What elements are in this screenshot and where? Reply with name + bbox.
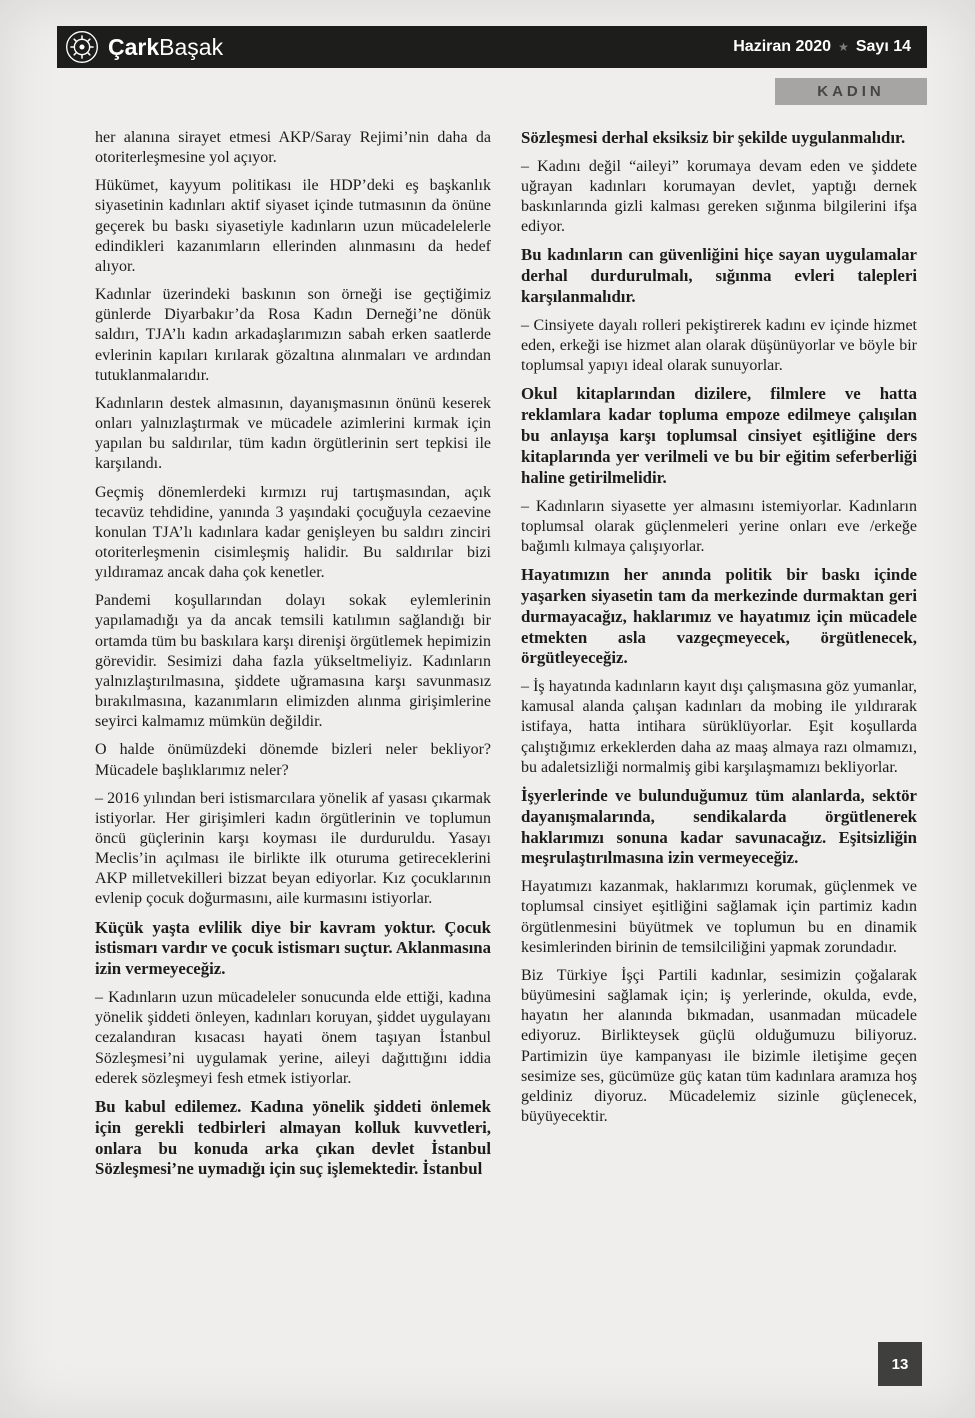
paragraph-emphasis: Okul kitaplarından dizilere, filmlere ve hatta reklamlara kadar topluma empoze edilmeye çalışılan bu anlayışa karşı toplumsal cinsiyet eşitliğine ders kitaplarında yer verilmeli ve bu bir eğitim seferberliği haline getirilmelidir. <box>521 384 917 487</box>
paragraph-emphasis: Küçük yaşta evlilik diye bir kavram yoktur. Çocuk istismarı vardır ve çocuk istismarı suçtur. Aklanmasına izin vermeyeceğiz. <box>95 917 491 979</box>
tip-party-emblem-icon <box>65 30 99 64</box>
brand <box>65 30 223 64</box>
issue-info <box>733 38 911 56</box>
brand-title-bold: Çark <box>108 33 160 60</box>
paragraph-emphasis: Hayatımızın her anında politik bir baskı içinde yaşarken siyasetin tam da merkezinde durmaktan geri durmayacağız, haklarımız ve hayatımız için mücadele etmekten asla vazgeçmeyecek, örgütlenecek, örgütleyeceğiz. <box>521 565 917 668</box>
paragraph: her alanına sirayet etmesi AKP/Saray Rejimi’nin daha da otoriterleşmesine yol açıyor. <box>95 129 491 167</box>
right-column <box>521 128 917 1188</box>
paragraph-emphasis: Sözleşmesi derhal eksiksiz bir şekilde uygulanmalıdır. <box>521 128 906 147</box>
page-number: 13 <box>878 1342 922 1386</box>
page-header <box>57 26 927 68</box>
paragraph: – Kadınların siyasette yer almasını istemiyorlar. Kadınların toplumsal olarak güçlenmeleri yerine onları eve /erkeğe bağımlı kılmaya çalışıyorlar. <box>521 497 917 555</box>
paragraph: – Kadını değil “aileyi” korumaya devam eden ve şiddete uğrayan kadınları korumayan devlet, yaptığı dernek baskınlarında gizli kalması gereken sığınma bilgilerini ifşa ediyor. <box>521 157 917 236</box>
paragraph: – 2016 yılından beri istismarcılara yönelik af yasası çıkarmak istiyorlar. Her girişimleri kadın örgütlerinin ve toplumun öncü güçlerinin karşı koyması ile durduruldu. Yasayı Meclis’in açılması ile birlikte ilk oturuma getireceklerini AKP milletvekilleri bizzat beyan ediyorlar. Kız çocuklarının evlenip çocuk doğurmasını, aile kurmasını istiyorlar. <box>95 789 491 908</box>
paragraph: Hayatımızı kazanmak, haklarımızı korumak, güçlenmek ve toplumsal cinsiyet eşitliğini sağlamak için partimiz kadın örgütlenmesini büyütmek ve toplumun bu en dinamik kesimlerinden birinin de temsilciliğini yapmak zorundadır. <box>521 878 917 956</box>
left-column <box>95 128 491 1188</box>
paragraph: – Kadınların uzun mücadeleler sonucunda elde ettiği, kadına yönelik şiddeti önleyen, kadınları koruyan, şiddet uygulayanı cezalandıran kısacası hayati önem taşıyan İstanbul Sözleşmesi’ni uygulamak yerine, aileyi dağıttığını iddia ederek sözleşmeyi fesh etmek istiyorlar. <box>95 989 491 1087</box>
paragraph-emphasis: İşyerlerinde ve bulunduğumuz tüm alanlarda, sektör dayanışmalarında, sendikalarda örgütlenerek haklarımızı sonuna kadar savunacağız. Eşitsizliğin meşrulaştırılmasına izin vermeyeceğiz. <box>521 785 917 868</box>
paragraph: Pandemi koşullarından dolayı sokak eylemlerinin yapılamadığı ya da ancak temsili katılımın sağlandığı bir ortamda tüm bu baskılara karşı direnişi örgütlemek hepimizin görevidir. Sesimizi daha fazla yükseltmeliyiz. Kadınların yalnızlaştırılmasına, şiddete uğramasına karşı savunmasız bırakılmasına, kazanımların elimizden alınma girişimlerine seyirci kalmamız mümkün değildir. <box>95 592 491 731</box>
paragraph: O halde önümüzdeki dönemde bizleri neler bekliyor? Mücadele başlıklarımız neler? <box>95 741 491 779</box>
paragraph: Kadınlar üzerindeki baskının son örneği ise geçtiğimiz günlerde Diyarbakır’da Rosa Kadın Derneği’ne dönük saldırı, TJA’lı kadın arkadaşlarımızın sabah erken saatlerde evlerinin kapıları kırılarak gözaltına alınmaları ve ardından tutuklanmalarıdır. <box>95 286 491 384</box>
paragraph: Geçmiş dönemlerdeki kırmızı ruj tartışmasından, açık tecavüz tehdidine, yanında 3 yaşındaki çocuğuyla cezaevine konulan TJA’lı kadınlara kadar genişleyen bu saldırı zinciri otoriterleşmenin cisimleşmiş halidir. Bu saldırılar bizi yıldıramaz ancak daha çok kenetler. <box>95 483 491 582</box>
paragraph: – Cinsiyete dayalı rolleri pekiştirerek kadını ev içinde hizmet eden, erkeği ise hizmet alan olarak düşünüyorlar ve böyle bir toplumsal yapıyı ideal olarak sunuyorlar. <box>521 316 917 375</box>
issue-date: Haziran 2020 <box>733 38 832 55</box>
star-icon: ★ <box>838 40 849 54</box>
section-label-kadin: KADIN <box>775 78 927 105</box>
brand-title <box>108 33 224 60</box>
paragraph: – İş hayatında kadınların kayıt dışı çalışmasına göz yumanlar, kamusal alanda çalışan kadınları da mobing ile yıldırarak istifaya, hatta intihara sürüklüyorlar. Eşit koşullarda çalıştığımız erkeklerden daha az maaş almaya razı olmamızı, bu adaletsizliği normalmiş gibi karşılaşmamızı bekliyorlar. <box>521 678 917 776</box>
paragraph: Biz Türkiye İşçi Partili kadınlar, sesimizin çoğalarak büyümesini sağlamak için; iş yerlerinde, okulda, evde, hayatın her alanında bıkmadan, usanmadan mücadele ediyoruz. Birlikteysek güçlü olduğumuzu biliyoruz. Partimizin üye kampanyası ile bizimle iletişime geçen sesimize ses, gücümüze güç katan tüm kadınlara aramıza hoş geldiniz diyoruz. Mücadelemiz sizinle güçlenecek, büyüyecektir. <box>521 966 917 1125</box>
paragraph: Kadınların destek almasının, dayanışmasının önünü keserek onları yalnızlaştırmak ve mücadele azimlerini kırmak için yapılan bu saldırılar, tüm kadın örgütlerinin sert tepkisi ile karşılandı. <box>95 394 491 473</box>
issue-number: Sayı 14 <box>855 38 911 55</box>
article-body <box>95 128 917 1188</box>
paragraph: Hükümet, kayyum politikası ile HDP’deki eş başkanlık siyasetinin kadınları aktif siyaset içinde tutmasının da önüne geçerek bu baskı siyasetiyle kadınların uzun mücadelelerle edindikleri kazanımların ellerinden alınmasını da hedef alıyor. <box>95 177 491 275</box>
brand-title-light: Başak <box>159 33 224 60</box>
paragraph-emphasis: Bu kabul edilemez. Kadına yönelik şiddeti önlemek için gerekli tedbirleri almayan kolluk kuvvetleri, onlara bu konuda arka çıkan devlet İstanbul Sözleşmesi’ne uymadığı için suç işlemektedir. İstanbul <box>95 1096 491 1179</box>
paragraph-emphasis: Bu kadınların can güvenliğini hiçe sayan uygulamalar derhal durdurulmalı, sığınma evleri talepleri karşılanmalıdır. <box>521 245 917 307</box>
